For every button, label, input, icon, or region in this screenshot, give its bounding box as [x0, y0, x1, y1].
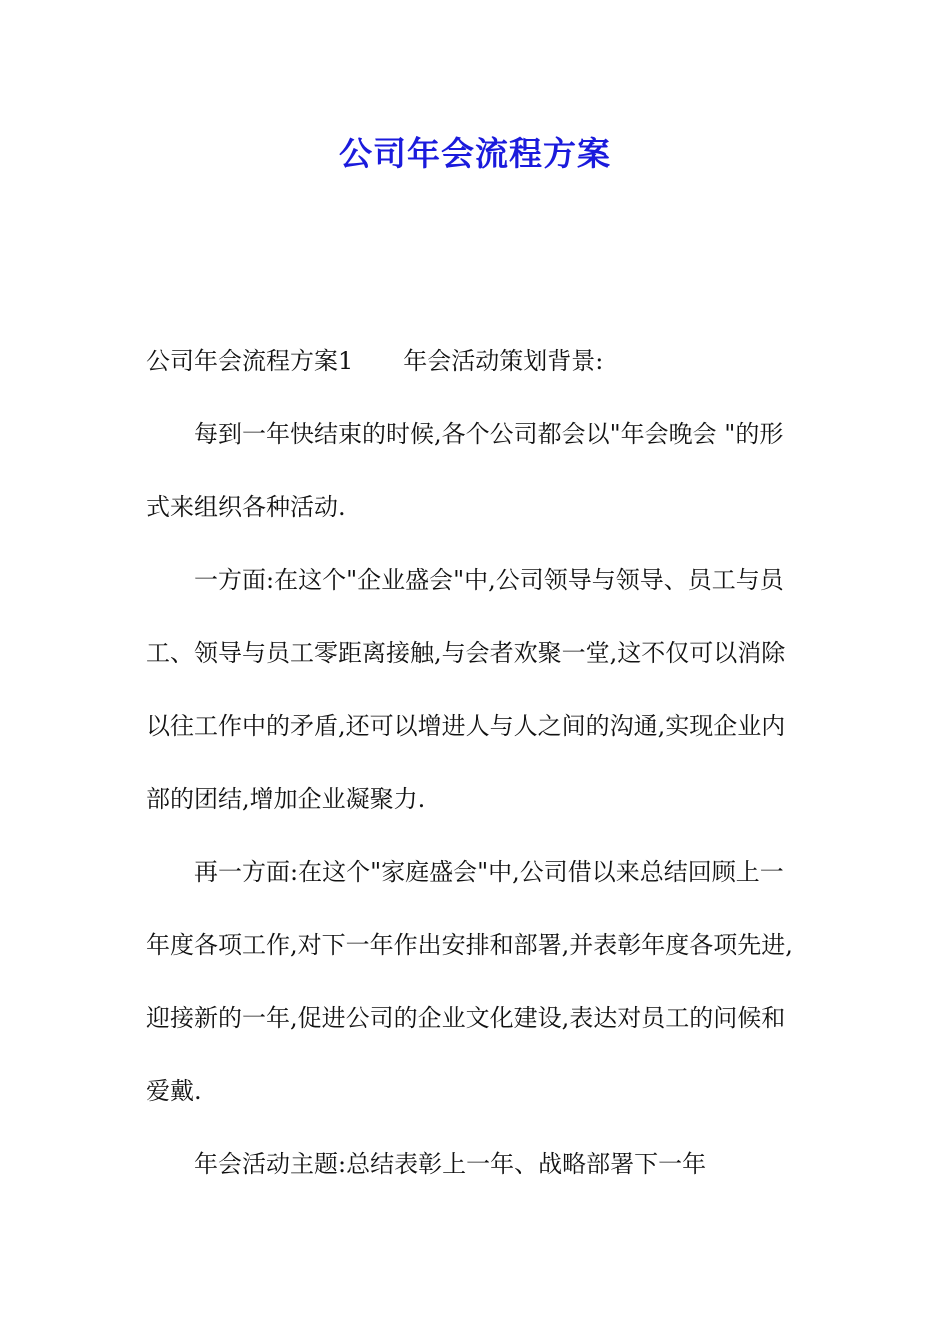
paragraph-line: 年会活动主题:总结表彰上一年、战略部署下一年: [194, 1150, 707, 1178]
paragraph-line: 每到一年快结束的时候,各个公司都会以"年会晚会 "的形: [194, 420, 784, 448]
paragraph-line: 迎接新的一年,促进公司的企业文化建设,表达对员工的问候和: [146, 1004, 786, 1032]
paragraph-line: 部的团结,增加企业凝聚力.: [146, 785, 426, 813]
section-heading-label: 年会活动策划背景:: [403, 347, 604, 375]
paragraph-line: 以往工作中的矛盾,还可以增进人与人之间的沟通,实现企业内: [146, 712, 786, 740]
paragraph-line: 式来组织各种活动.: [146, 493, 346, 521]
paragraph-line: 再一方面:在这个"家庭盛会"中,公司借以来总结回顾上一: [194, 858, 784, 886]
paragraph-line: 爱戴.: [146, 1077, 202, 1105]
section-heading: 公司年会流程方案1: [146, 347, 354, 375]
section-heading-line: [146, 333, 810, 406]
paragraph-line: 工、领导与员工零距离接触,与会者欢聚一堂,这不仅可以消除: [146, 639, 786, 667]
paragraph-line: 一方面:在这个"企业盛会"中,公司领导与领导、员工与员: [194, 566, 784, 594]
document-body: [146, 333, 810, 1209]
paragraph-line: 年度各项工作,对下一年作出安排和部署,并表彰年度各项先进,: [146, 931, 793, 959]
document-title: 公司年会流程方案: [339, 134, 611, 173]
